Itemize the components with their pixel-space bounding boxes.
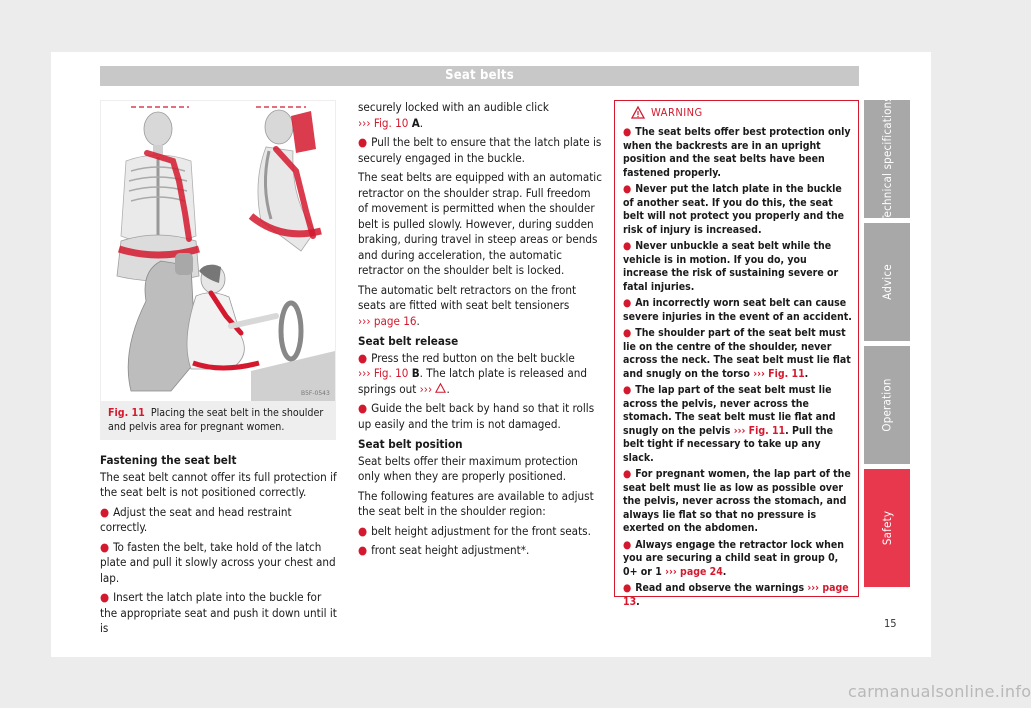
link-warning[interactable]: ››› [419,381,433,396]
page-header: Seat belts [100,66,859,86]
bullet-icon: ● [358,350,368,365]
bullet-icon: ● [623,183,632,195]
link-fig-11[interactable]: ››› Fig. 11 [753,367,805,380]
warning-item: ● Never put the latch plate in the buckle of another seat. If you do this, the seat belt will not protect you properly and the risk of injury is increased. [623,183,845,236]
bullet-icon: ● [358,543,368,557]
bullet-press: ● Press the red button on the belt buckle ››› Fig. 10 B. The latch plate is released and springs out ››› . [358,350,587,396]
pregnant-belt-illustration [101,101,335,401]
paragraph-protection: Seat belts offer their maximum protection only when they are properly positioned. [358,453,578,483]
text-column-2 [358,100,603,563]
warning-item: ● The seat belts offer best protection only when the backrests are in an upright position and the seat belts have been fastened properly. [623,126,851,179]
tab-advice[interactable]: Advice [864,223,910,341]
bullet-icon: ● [623,538,632,551]
link-fig-10-b[interactable]: ››› Fig. 10 [358,366,409,380]
watermark: carmanualsonline.info [848,682,1031,701]
link-page-16[interactable]: ››› page 16 [358,313,417,328]
bullet-icon: ● [623,468,632,480]
warning-triangle-icon [435,383,446,393]
warning-header [615,101,858,123]
bullet-insert: ● Insert the latch plate into the buckle for the appropriate seat and push it down until it is [100,590,337,635]
paragraph-intro: The seat belt cannot offer its full protection if the seat belt is not positioned correctly. [100,469,337,499]
bullet-icon: ● [100,504,110,519]
bullet-icon: ● [358,135,368,149]
bullet-fasten: ● To fasten the belt, take hold of the latch plate and pull it slowly across your chest and lap. [100,539,336,585]
warning-body [615,123,858,609]
warning-box [614,100,859,608]
illustration-svg [101,101,335,401]
text-column-1 [100,448,338,641]
link-page-24[interactable]: ››› page 24 [665,565,723,578]
bullet-guide: ● Guide the belt back by hand so that it rolls up easily and the trim is not damaged. [358,401,595,431]
pregnant-driver [128,253,335,401]
warning-item: ● The shoulder part of the seat belt must lie on the centre of the shoulder, never across the neck. The seat belt must lie flat and snugly on the torso ››› Fig. 11. [623,327,851,380]
link-page-13[interactable]: ››› page 13 [623,582,849,608]
page-number: 15 [884,617,897,630]
warning-item: ● The lap part of the seat belt must lie across the pelvis, never across the stomach. The seat belt must lie flat and snugly on the pelvis ››› Fig. 11. Pull the belt tight if necessary to take up any slack. [623,384,836,464]
tab-technical-specifications[interactable]: Technical specifications [864,100,910,218]
tab-operation[interactable]: Operation [864,346,910,464]
bullet-icon: ● [358,523,368,538]
link-fig-11-b[interactable]: ››› Fig. 11 [733,424,786,437]
bullet-icon: ● [623,384,632,396]
link-fig-10[interactable]: ››› Fig. 10 [358,115,409,130]
bullet-icon: ● [623,327,632,339]
figure-code: B5F-0543 [301,390,330,397]
warning-item: ● Never unbuckle a seat belt while the vehicle is in motion. If you do, you increase the risk of sustaining severe or fatal injuries. [623,240,839,293]
side-skeleton [251,110,321,251]
bullet-icon: ● [623,126,632,138]
bullet-pull: ● Pull the belt to ensure that the latch plate is securely engaged in the buckle. [358,135,602,165]
warning-triangle-icon [631,106,645,119]
bullet-icon: ● [623,582,632,594]
tab-safety[interactable]: Safety [864,469,910,587]
warning-item: ● Always engage the retractor lock when you are securing a child seat in group 0, 0+ or 1 ››› page 24. [623,538,844,578]
paragraph-retractor: The seat belts are equipped with an automatic retractor on the shoulder strap. Full freedom of movement is permitted when the shoulder belt is pulled slowly. However, during sudden braking, during travel in steep areas or bends and during acceleration, the automatic retractor on the shoulder belt is locked. [358,170,602,277]
bullet-icon: ● [623,240,632,252]
bullet-belt-height: ● belt height adjustment for the front seats. [358,523,591,538]
warning-item: ● For pregnant women, the lap part of the seat belt must lie as low as possible over the pelvis, never across the stomach, and always lie flat so that no pressure is exerted on the abdomen. [623,468,851,534]
bullet-adjust: ● Adjust the seat and head restraint correctly. [100,504,292,534]
bullet-icon: ● [623,297,632,309]
heading-fastening: Fastening the seat belt [100,453,237,467]
bullet-icon: ● [100,539,110,554]
figure-label: Fig. 11 [108,407,145,419]
heading-position: Seat belt position [358,437,463,451]
warning-title: WARNING [651,105,703,119]
warning-item: ● Read and observe the warnings ››› page 13. [623,582,849,608]
figure-caption [108,406,332,434]
bullet-seat-height: ● front seat height adjustment*. [358,543,530,557]
bullet-icon: ● [100,590,110,604]
paragraph-click: securely locked with an audible click ››› Fig. 10 A. [358,100,549,130]
paragraph-tensioners: The automatic belt retractors on the front seats are fitted with seat belt tensioners ››› page 16. [358,282,577,328]
bullet-icon: ● [358,401,368,415]
heading-release: Seat belt release [358,334,459,348]
paragraph-features: The following features are available to adjust the seat belt in the shoulder region: [358,488,594,518]
figure-caption-text: Placing the seat belt in the shoulder and pelvis area for pregnant women. [108,407,324,433]
warning-item: ● An incorrectly worn seat belt can cause severe injuries in the event of an accident. [623,297,852,323]
